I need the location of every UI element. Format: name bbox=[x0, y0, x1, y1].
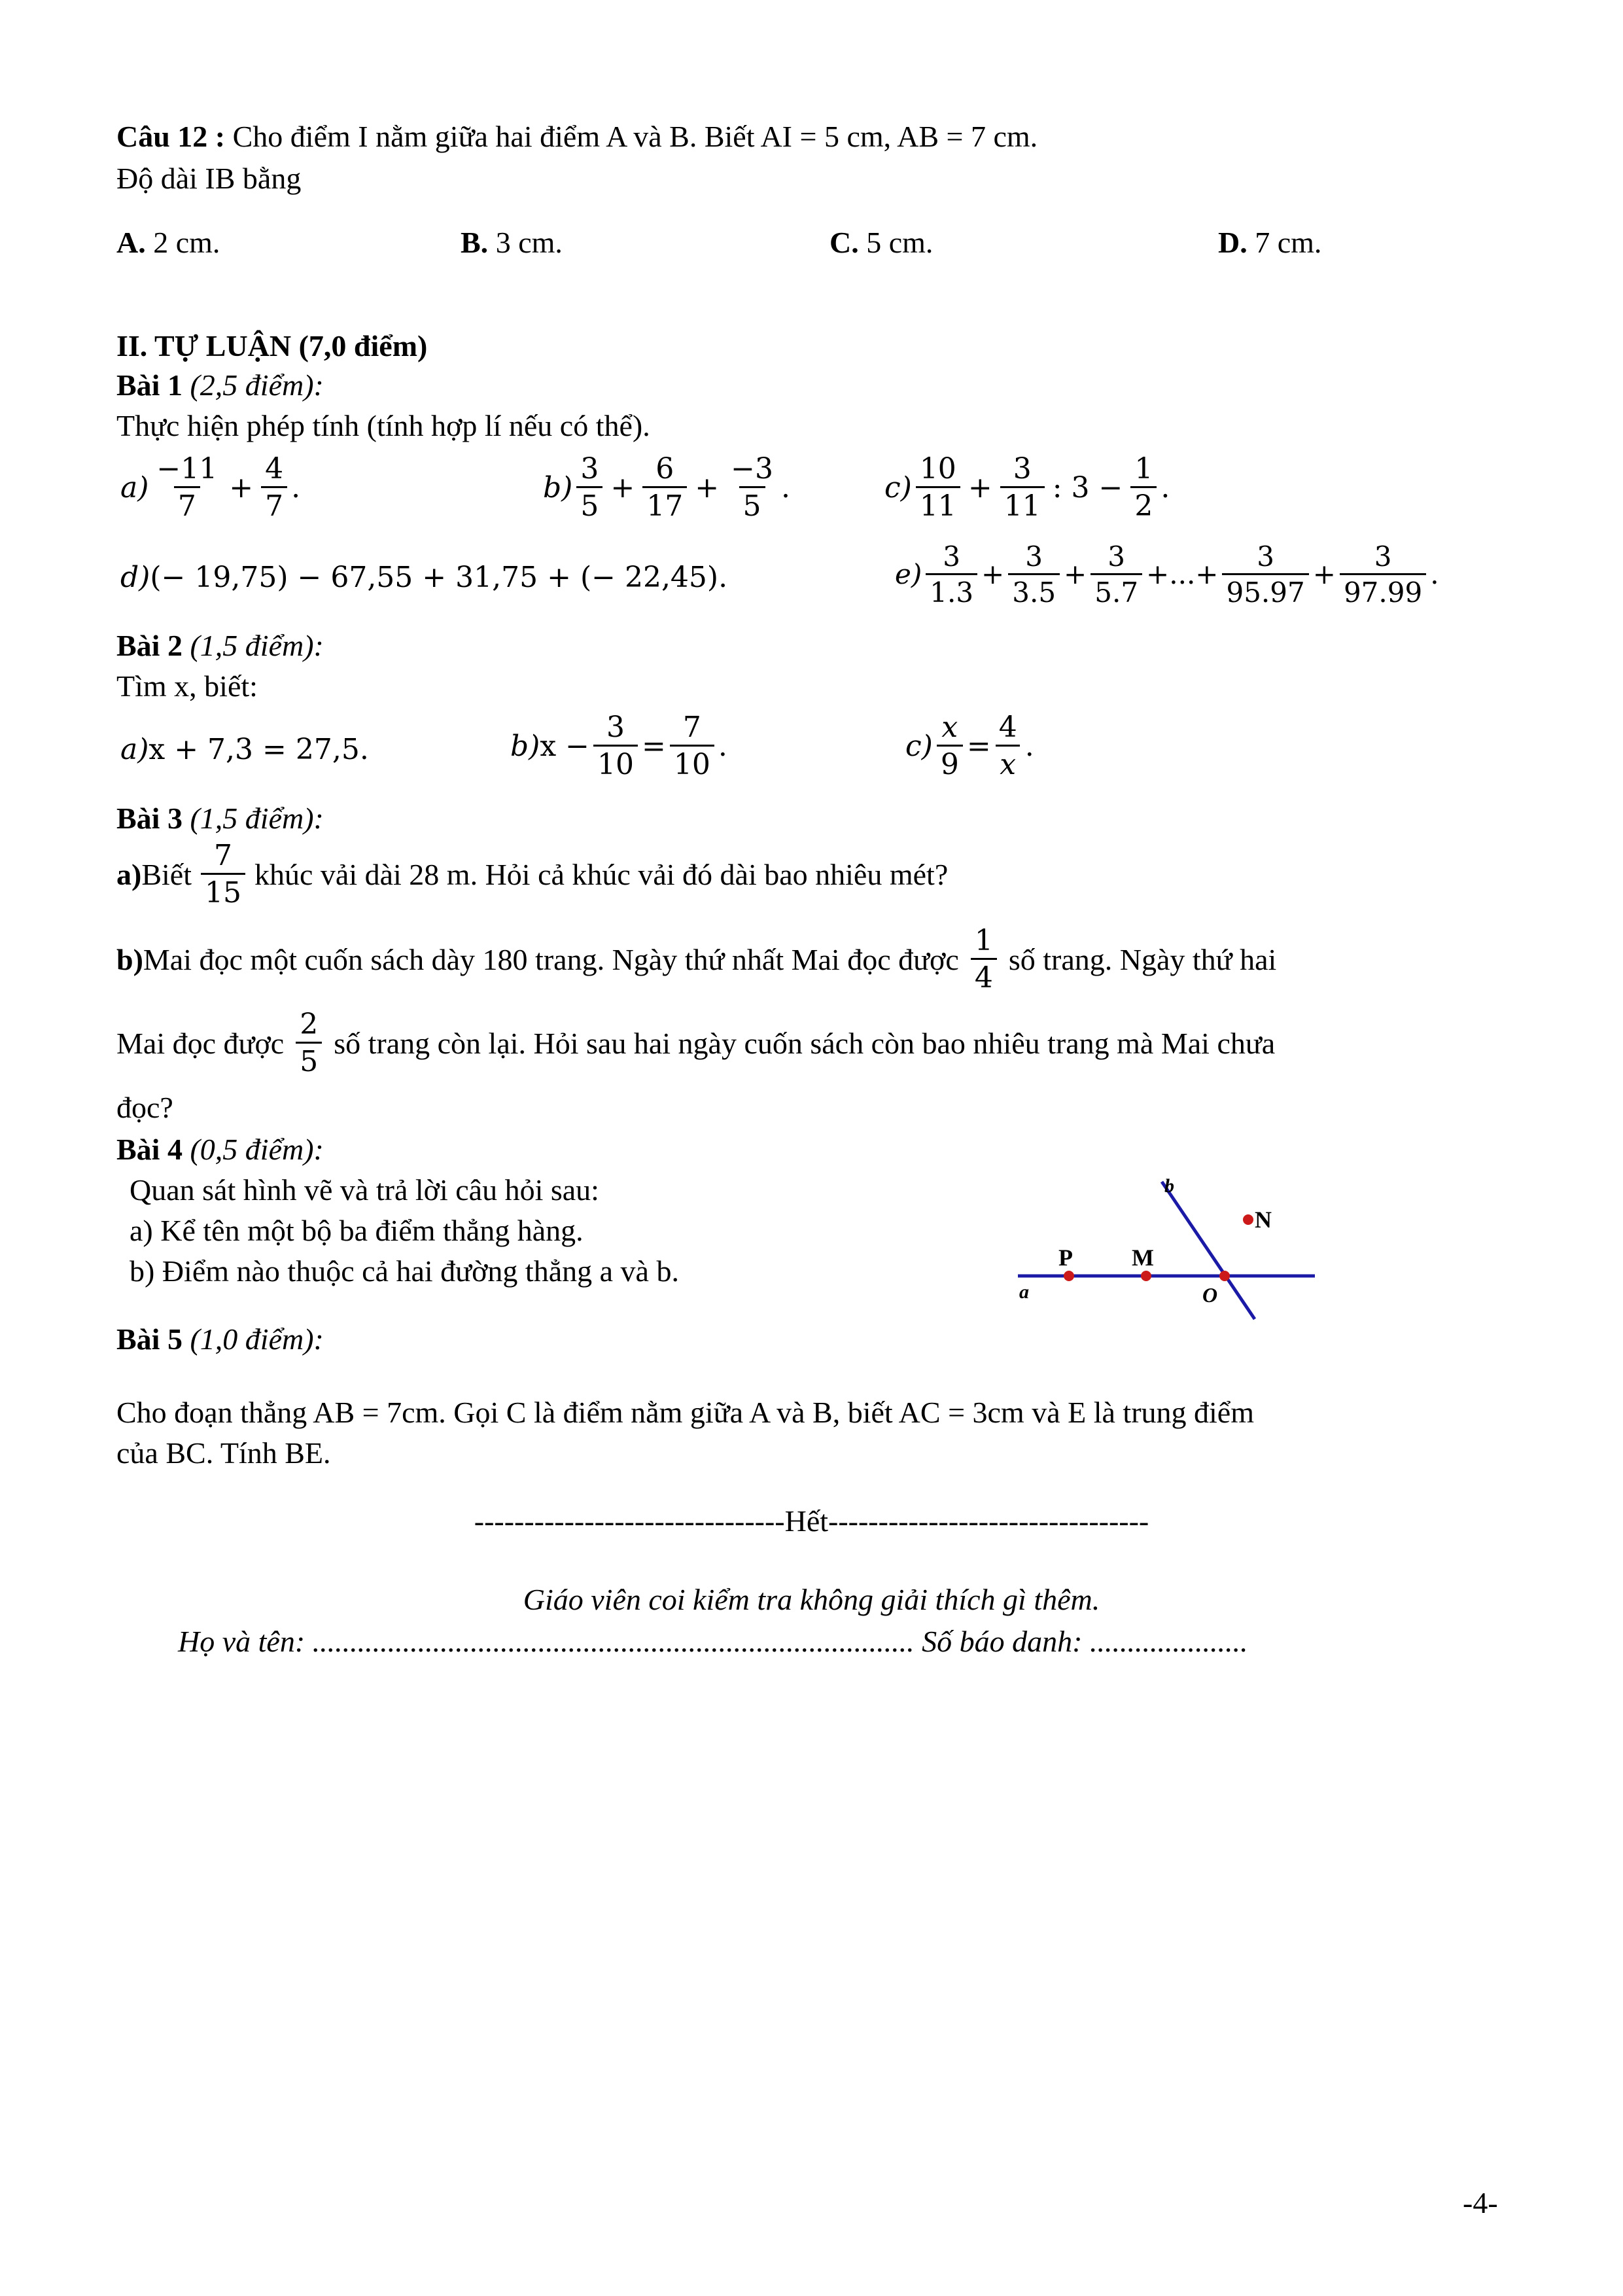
bai4-question-b: b) Điểm nào thuộc cả hai đường thẳng a và b. bbox=[130, 1254, 679, 1288]
option-text: 3 cm. bbox=[488, 226, 563, 259]
question-label: Câu 12 : bbox=[116, 120, 226, 153]
point-n bbox=[1243, 1214, 1253, 1225]
option-letter: D. bbox=[1218, 226, 1248, 259]
point-o-label: O bbox=[1202, 1283, 1218, 1307]
bai1-d-expression: d)(− 19,75) − 67,55 + 31,75 + (− 22,45). bbox=[120, 561, 728, 594]
geometry-figure bbox=[1007, 1169, 1321, 1326]
bai3-a: a) Biết $\frac{7}{15}$ khúc vải dài 28 m. Hỏi cả khúc vải đó dài bao nhiêu mét? bbox=[116, 839, 949, 910]
option-b bbox=[461, 224, 563, 262]
option-letter: A. bbox=[116, 226, 146, 259]
name-label: Họ và tên: bbox=[178, 1625, 305, 1658]
question-12-line2: Độ dài IB bằng bbox=[116, 162, 302, 195]
page-number: -4- bbox=[1463, 2186, 1498, 2219]
id-dots: ..................... bbox=[1082, 1625, 1248, 1658]
bai4-instruction: Quan sát hình vẽ và trả lời câu hỏi sau: bbox=[130, 1173, 599, 1207]
option-a bbox=[116, 224, 220, 262]
bai2-instruction: Tìm x, biết: bbox=[116, 669, 258, 703]
point-m-label: M bbox=[1132, 1245, 1154, 1271]
option-text: 2 cm. bbox=[145, 226, 220, 259]
option-letter: B. bbox=[461, 226, 489, 259]
point-m bbox=[1141, 1271, 1151, 1281]
end-line: -------------------------------Hết-------------------------------- bbox=[474, 1504, 1149, 1538]
bai4-question-a: a) Kể tên một bộ ba điểm thẳng hàng. bbox=[130, 1214, 584, 1247]
bai1-c-expression: c) $\frac{10}{11}$ + $\frac{3}{11}$ : 3 − $\frac{1}{2}$ . bbox=[884, 452, 1170, 523]
bai1-a-expression: a) $\frac{-11}{7}$ + $\frac{4}{7}$ . bbox=[120, 452, 301, 523]
bai5-line2: của BC. Tính BE. bbox=[116, 1436, 331, 1470]
id-label: Số báo danh: bbox=[922, 1625, 1083, 1658]
question-12 bbox=[116, 118, 1038, 156]
bai2-heading: Bài 2 (1,5 điểm): bbox=[116, 629, 324, 662]
bai2-b-expression: b) x − $\frac{3}{10}$ = $\frac{7}{10}$ . bbox=[510, 711, 727, 781]
bai3-b-line3: đọc? bbox=[116, 1091, 173, 1124]
candidate-info bbox=[178, 1623, 1248, 1661]
option-letter: C. bbox=[829, 226, 859, 259]
bai5-heading: Bài 5 (1,0 điểm): bbox=[116, 1322, 324, 1356]
bai4-heading: Bài 4 (0,5 điểm): bbox=[116, 1133, 324, 1166]
bai3-heading: Bài 3 (1,5 điểm): bbox=[116, 802, 324, 835]
option-text: 7 cm. bbox=[1247, 226, 1322, 259]
question-text: Cho điểm I nằm giữa hai điểm A và B. Biết AI = 5 cm, AB = 7 cm. bbox=[225, 120, 1038, 153]
bai3-b-line1: b) Mai đọc một cuốn sách dày 180 trang. Ngày thứ nhất Mai đọc được $\frac{1}{4}$ số trang. Ngày thứ hai bbox=[116, 924, 1277, 995]
name-dots: ................................................................................ bbox=[305, 1625, 922, 1658]
option-text: 5 cm. bbox=[858, 226, 934, 259]
bai1-e-expression: e) $\frac{3}{1.3}$ + $\frac{3}{3.5}$ + $\frac{3}{5.7}$ +...+ $\frac{3}{95.97}$ + $\frac{3}{97.99}$ . bbox=[895, 540, 1439, 609]
point-o bbox=[1219, 1271, 1230, 1281]
bai2-c-expression: c) $\frac{x}{9}$ = $\frac{4}{x}$ . bbox=[905, 711, 1034, 781]
bai3-b-line2: Mai đọc được $\frac{2}{5}$ số trang còn lại. Hỏi sau hai ngày cuốn sách còn bao nhiêu trang mà Mai chưa bbox=[116, 1008, 1276, 1078]
section-title: II. TỰ LUẬN (7,0 điểm) bbox=[116, 329, 428, 362]
point-n-label: N bbox=[1255, 1207, 1272, 1233]
option-d bbox=[1218, 224, 1321, 262]
point-p bbox=[1064, 1271, 1074, 1281]
bai2-a-expression: a)x + 7,3 = 27,5. bbox=[120, 733, 369, 766]
bai5-line1: Cho đoạn thẳng AB = 7cm. Gọi C là điểm nằm giữa A và B, biết AC = 3cm và E là trung điểm bbox=[116, 1396, 1254, 1429]
bai1-instruction: Thực hiện phép tính (tính hợp lí nếu có thể). bbox=[116, 409, 650, 442]
line-b-label: b bbox=[1164, 1175, 1174, 1197]
bai1-b-expression: b) $\frac{3}{5}$ + $\frac{6}{17}$ + $\frac{-3}{5}$ . bbox=[543, 452, 790, 523]
option-c bbox=[829, 224, 933, 262]
line-a-label: a bbox=[1019, 1281, 1029, 1303]
bai1-heading: Bài 1 (2,5 điểm): bbox=[116, 368, 324, 402]
point-p-label: P bbox=[1058, 1245, 1073, 1271]
teacher-note: Giáo viên coi kiểm tra không giải thích gì thêm. bbox=[523, 1583, 1100, 1616]
